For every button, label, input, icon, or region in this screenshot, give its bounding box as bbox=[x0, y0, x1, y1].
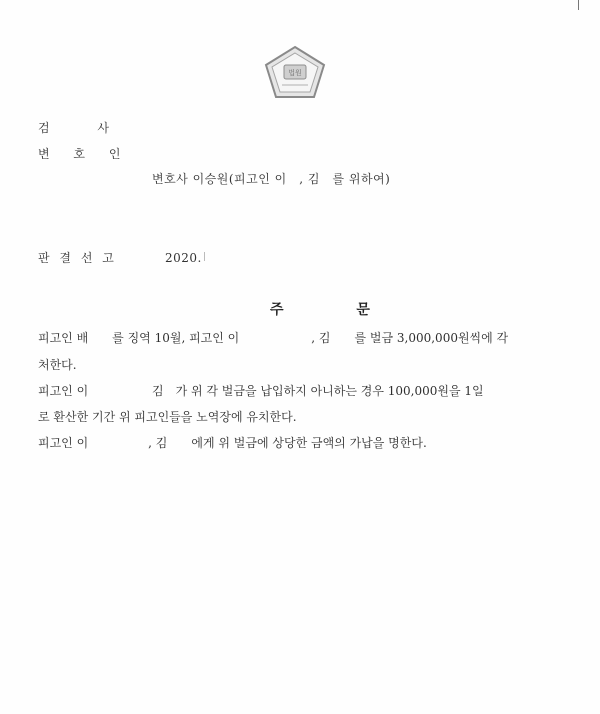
redaction-speck bbox=[204, 252, 205, 261]
svg-text:법원: 법원 bbox=[288, 69, 302, 77]
ruling-line-5: 피고인 이 , 김 에게 위 벌금에 상당한 금액의 가납을 명한다. bbox=[38, 436, 427, 450]
ruling-line-1: 피고인 배 를 징역 10월, 피고인 이 , 김 를 벌금 3,000,000원씩에 각 bbox=[38, 331, 509, 345]
court-emblem bbox=[262, 45, 328, 101]
court-emblem-icon bbox=[262, 45, 328, 101]
defense-value: 변호사 이승원(피고인 이 , 김 를 위하여) bbox=[152, 172, 391, 186]
ruling-title: 주 문 bbox=[270, 302, 404, 318]
prosecutor-label: 검 사 bbox=[38, 121, 131, 135]
sentence-date-label: 판 결 선 고 bbox=[38, 251, 117, 265]
corner-mark bbox=[578, 0, 579, 10]
ruling-line-2: 처한다. bbox=[38, 358, 77, 372]
sentence-date-value: 2020. bbox=[165, 251, 202, 265]
ruling-line-4: 로 환산한 기간 위 피고인들을 노역장에 유치한다. bbox=[38, 410, 297, 424]
defense-label: 변 호 인 bbox=[38, 147, 131, 161]
ruling-line-3: 피고인 이 김 가 위 각 벌금을 납입하지 아니하는 경우 100,000원을 1일 bbox=[38, 384, 484, 398]
